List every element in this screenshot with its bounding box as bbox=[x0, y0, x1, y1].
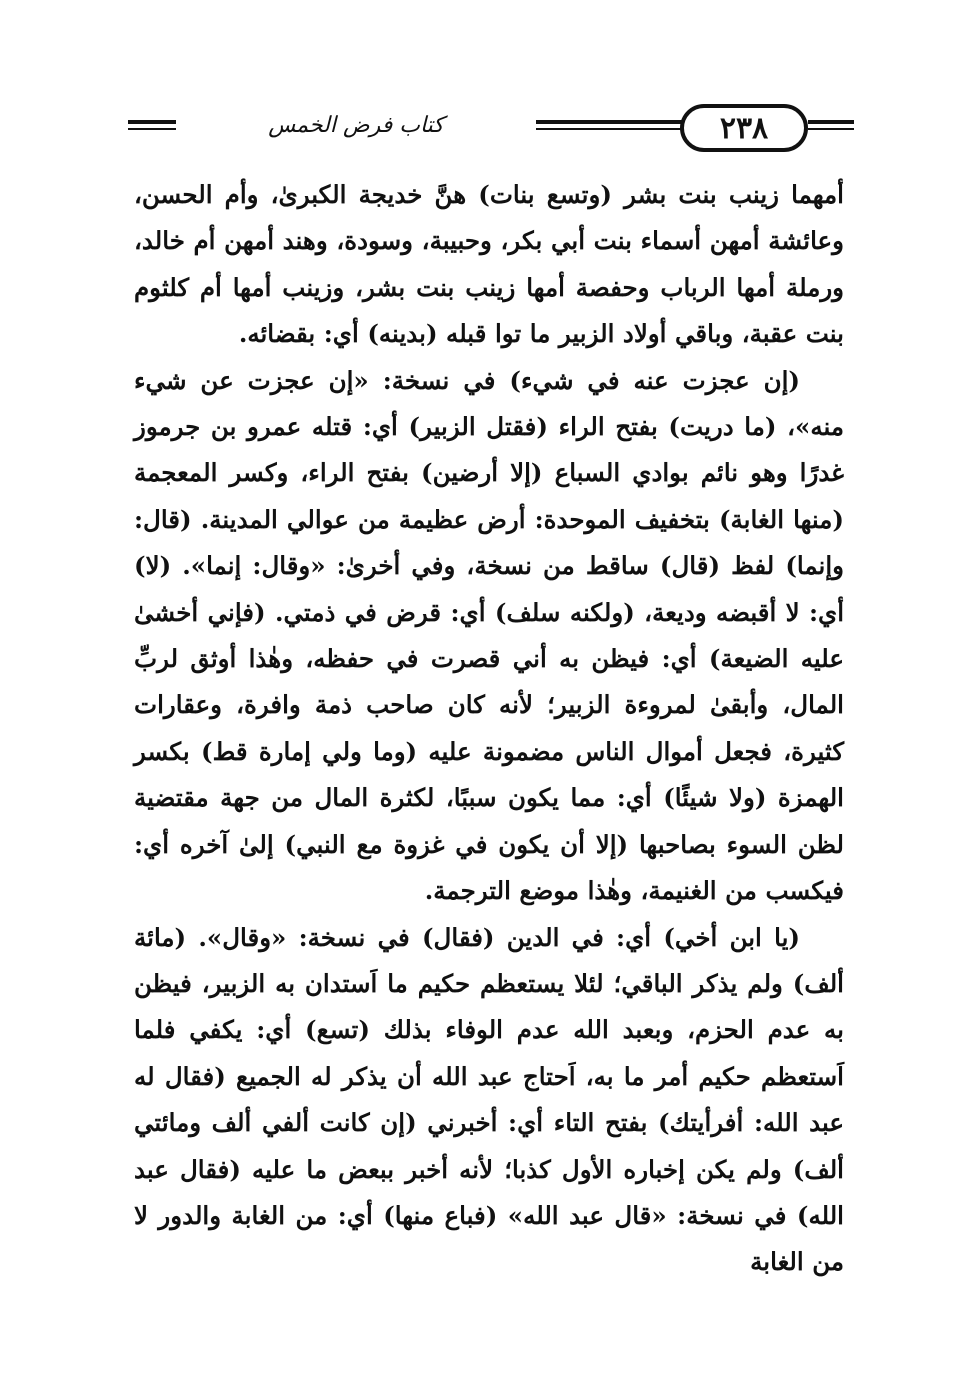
paragraph-3: (يا ابن أخي) أي: في الدين (فقال) في نسخة: «وقال». (مائة ألف) ولم يذكر الباقي؛ لئلا يستعظم حكيم ما اَستدان به الزبير، فيظن به عدم الحزم، وبعبد الله عدم الوفاء بذلك (تسع) أي: يكفي فلما اَستعظم حكيم أمر ما به، اَحتاج عبد الله أن يذكر له الجميع (فقال له عبد الله: أفرأيتك) بفتح التاء أي: أخبرني (إن كانت ألفي ألف ومائتي ألف) ولم يكن إخباره الأول كذبا؛ لأنه أخبر ببعض ما عليه (فقال عبد الله) في نسخة: «قال عبد الله» (فباع منها) أي: من الغابة والدور لا من الغابة bbox=[134, 922, 844, 1277]
paragraph-1: أمهما زينب بنت بشر (وتسع بنات) هنَّ خديجة الكبرىٰ، وأم الحسن، وعائشة أمهن أسماء بنت أبي بكر، وحبيبة، وسودة، وهند أمهن أم خالد، ورملة أمها الرباب وحفصة أمها زينب بنت بشر، وزينب أمها أم كلثوم بنت عقبة، وباقي أولاد الزبير ما توا قبله (بدينه) أي: بقضائه. bbox=[134, 180, 844, 349]
header-rule-right-bottom bbox=[808, 128, 854, 130]
body-text bbox=[134, 172, 844, 1286]
header-rule-right-top bbox=[808, 120, 854, 124]
page-header bbox=[128, 96, 854, 158]
paragraph-2: (إن عجزت عنه في شيء) في نسخة: «إن عجزت عن شيء منه»، (ما دريت) بفتح الراء (فقتل الزبير) أي: قتله عمرو بن جرموز غدرًا وهو نائم بوادي السباع (إلا أرضين) بفتح الراء، وكسر المعجمة (منها الغابة) بتخفيف الموحدة: أرض عظيمة من عوالي المدينة. (قال: وإنما) لفظ (قال) ساقط من نسخة، وفي أخرىٰ: «وقال: إنما». (لا) أي: لا أقبضه وديعة، (ولكنه سلف) أي: قرض في ذمتي. (فإني أخشىٰ عليه الضيعة) أي: فيظن به أني قصرت في حفظه، وهٰذا أوثق لربِّ المال، وأبقىٰ لمروءة الزبير؛ لأنه كان صاحب ذمة وافرة، وعقارات كثيرة، فجعل أموال الناس مضمونة عليه (وما ولي إمارة قط) بكسر الهمزة (ولا شيئًا) أي: مما يكون سببًا، لكثرة المال من جهة مقتضية لظن السوء بصاحبها (إلا أن يكون في غزوة مع النبي) إلىٰ آخره أي: فيكسب من الغنيمة، وهٰذا موضع الترجمة. bbox=[134, 365, 844, 906]
page-number: ٢٣٨ bbox=[680, 104, 808, 152]
running-title: كتاب فرض الخمس bbox=[176, 108, 536, 142]
